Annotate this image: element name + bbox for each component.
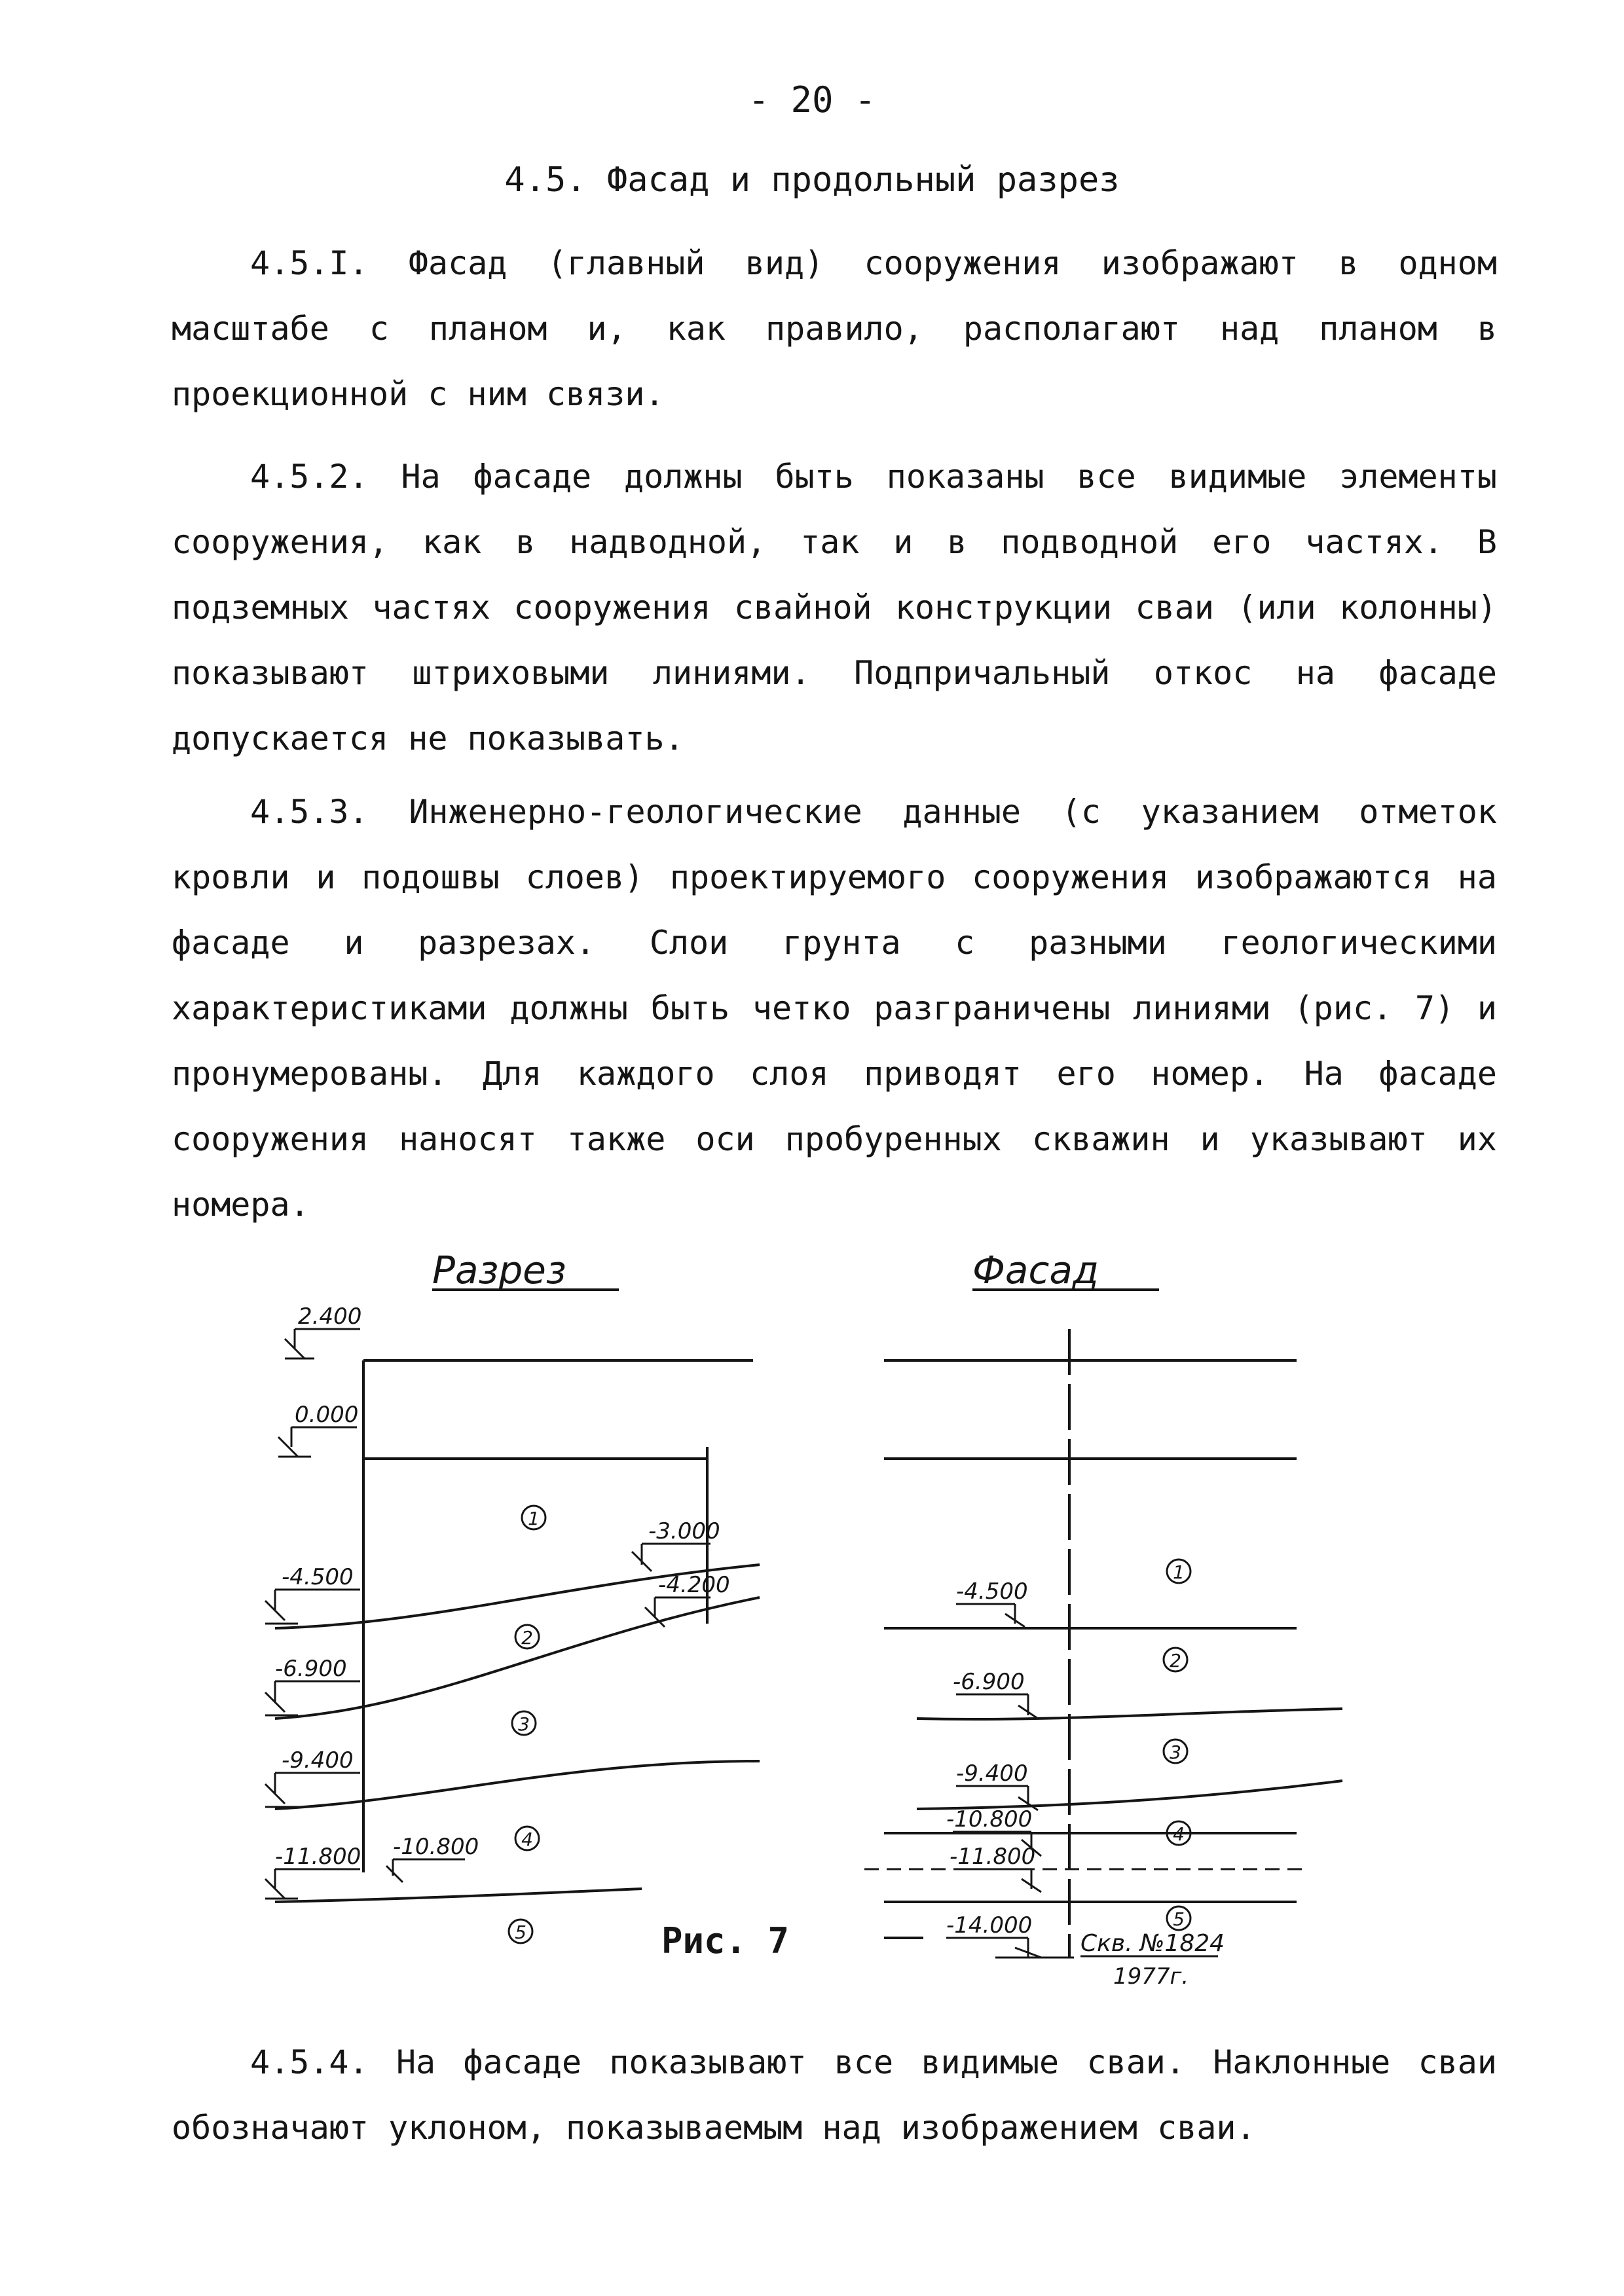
facade-layer-3: 3 <box>1170 1741 1181 1763</box>
facade-mark-minus-11800: -11.800 <box>950 1844 1036 1870</box>
section-boundary-2-3 <box>275 1597 760 1719</box>
section-mark-0000: 0.000 <box>295 1402 359 1428</box>
facade-layer-5: 5 <box>1173 1908 1185 1930</box>
figure-caption: Рис. 7 <box>661 1920 790 1961</box>
section-mark-minus-6900: -6.900 <box>275 1656 347 1682</box>
section-layer-5: 5 <box>515 1922 526 1943</box>
section-mark-minus-3000: -3.000 <box>648 1518 720 1544</box>
section-layer-4: 4 <box>521 1829 533 1850</box>
facade-borehole-year: 1977г. <box>1113 1963 1189 1990</box>
section-mark-minus-4200: -4.200 <box>658 1572 730 1598</box>
facade-mark-minus-4500: -4.500 <box>956 1578 1028 1605</box>
facade-view <box>864 1248 1342 1990</box>
facade-mark-minus-9400: -9.400 <box>956 1760 1028 1787</box>
section-mark-minus-11800: -11.800 <box>275 1844 361 1870</box>
facade-layer-1: 1 <box>1173 1561 1185 1583</box>
section-mark-minus-4500: -4.500 <box>282 1564 354 1590</box>
paragraph-4-5-3: 4.5.3. Инженерно-геологические данные (с указанием отметок кровли и подошвы слоев) проектируемого сооружения изображаются на фасаде и разрезах. Слои грунта с разными геологическими характеристиками должны быть четко разграничены линиями (рис. 7) и пронумерованы. Для каждого слоя приводят его номер. На фасаде сооружения наносят также оси пробуренных скважин и указывают их номера. <box>172 793 1497 1224</box>
section-mark-minus-9400: -9.400 <box>282 1747 354 1774</box>
section-mark-2400: 2.400 <box>298 1303 362 1330</box>
paragraph-4-5-1: 4.5.I. Фасад (главный вид) сооружения изображают в одном масштабе с планом и, как правило, располагают над планом в проекционной с ним связи. <box>172 244 1497 413</box>
section-layer-3: 3 <box>518 1713 530 1735</box>
facade-borehole-label: Скв. №1824 <box>1080 1930 1225 1957</box>
section-title: Разрез <box>432 1248 566 1292</box>
figure-7-drawing <box>236 1231 1362 2016</box>
section-layer-1: 1 <box>528 1508 540 1529</box>
facade-layer-4: 4 <box>1173 1823 1185 1845</box>
facade-mark-minus-6900: -6.900 <box>953 1669 1025 1695</box>
page-number: - 20 - <box>748 79 876 120</box>
facade-mark-minus-14000: -14.000 <box>946 1912 1033 1939</box>
facade-layer-2: 2 <box>1170 1650 1181 1671</box>
section-boundary-4-5 <box>275 1889 642 1902</box>
facade-boundary-2-3 <box>917 1709 1342 1719</box>
section-heading: 4.5. Фасад и продольный разрез <box>504 160 1120 200</box>
facade-title: Фасад <box>972 1248 1099 1292</box>
paragraph-4-5-4: 4.5.4. На фасаде показывают все видимые сваи. Наклонные сваи обозначают уклоном, показываемым над изображением сваи. <box>172 2043 1497 2147</box>
section-layer-2: 2 <box>521 1627 533 1649</box>
section-mark-minus-10800: -10.800 <box>393 1834 479 1860</box>
section-view <box>265 1248 760 1943</box>
paragraph-4-5-2: 4.5.2. На фасаде должны быть показаны все видимые элементы сооружения, как в надводной, так и в подводной его частях. В подземных частях сооружения свайной конструкции сваи (или колонны) показывают штриховыми линиями. Подпричальный откос на фасаде допускается не показывать. <box>172 458 1497 757</box>
facade-mark-minus-10800: -10.800 <box>946 1806 1033 1832</box>
